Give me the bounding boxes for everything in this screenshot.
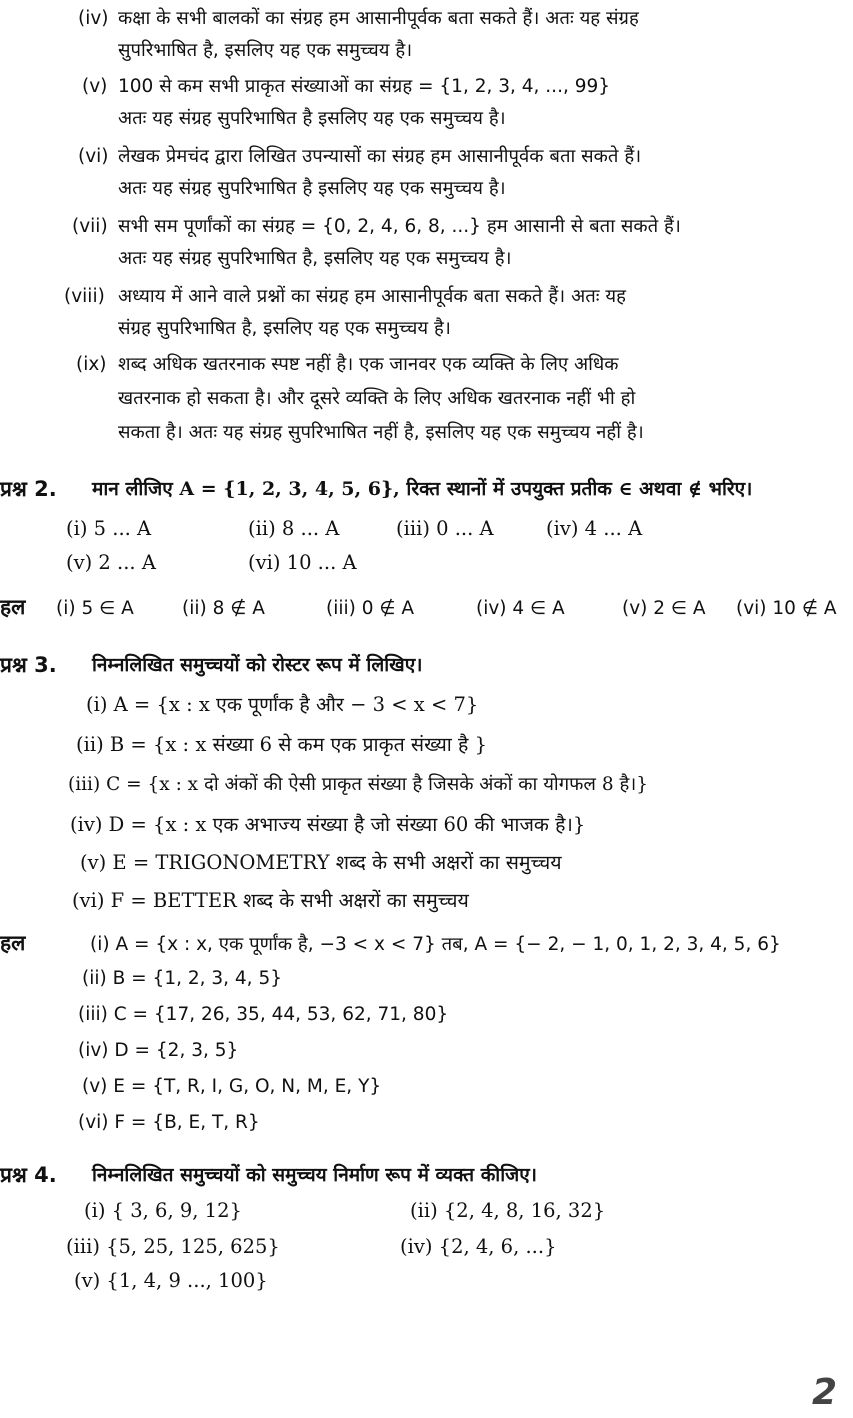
- item-v-num: (v): [82, 76, 108, 97]
- item-viii-num: (viii): [64, 286, 105, 307]
- item-viii-line2: संग्रह सुपरिभाषित है, इसलिए यह एक समुच्चय है।: [118, 318, 451, 339]
- q3-part-iv: (iv) D = {x : x एक अभाज्य संख्या है जो संख्या 60 की भाजक है।}: [70, 813, 586, 836]
- q2-text: मान लीजिए A = {1, 2, 3, 4, 5, 6}, रिक्त स्थानों में उपयुक्त प्रतीक ∈ अथवा ∉ भरिए।: [92, 478, 753, 500]
- q3-label: प्रश्न 3.: [0, 653, 57, 677]
- q3-text: निम्नलिखित समुच्चयों को रोस्टर रूप में लिखिए।: [92, 654, 423, 676]
- q2-part-vi: (vi) 10 ... A: [248, 551, 357, 574]
- q2-answer-i: (i) 5 ∈ A: [56, 598, 134, 619]
- page-number: 2: [811, 1372, 837, 1413]
- q2-part-ii: (ii) 8 ... A: [248, 517, 340, 540]
- q3-part-ii: (ii) B = {x : x संख्या 6 से कम एक प्राकृत संख्या है }: [76, 733, 487, 756]
- item-vii-line2: अतः यह संग्रह सुपरिभाषित है, इसलिए यह एक समुच्चय है।: [118, 248, 512, 269]
- q2-answer-ii: (ii) 8 ∉ A: [182, 598, 265, 619]
- item-vii-num: (vii): [72, 216, 108, 237]
- q4-text: निम्नलिखित समुच्चयों को समुच्चय निर्माण रूप में व्यक्त कीजिए।: [92, 1164, 537, 1186]
- q4-part-ii: (ii) {2, 4, 8, 16, 32}: [410, 1199, 606, 1222]
- q2-part-i: (i) 5 ... A: [66, 517, 152, 540]
- item-viii-line1: अध्याय में आने वाले प्रश्नों का संग्रह हम आसानीपूर्वक बता सकते हैं। अतः यह: [118, 286, 626, 307]
- q2-part-iv: (iv) 4 ... A: [546, 517, 643, 540]
- item-vii-line1: सभी सम पूर्णांकों का संग्रह = {0, 2, 4, 6, 8, ...} हम आसानी से बता सकते हैं।: [118, 216, 681, 237]
- q3-part-i: (i) A = {x : x एक पूर्णांक है और − 3 < x < 7}: [86, 693, 479, 716]
- q3-answer-ii: (ii) B = {1, 2, 3, 4, 5}: [82, 968, 282, 989]
- q3-answer-iii: (iii) C = {17, 26, 35, 44, 53, 62, 71, 80}: [78, 1004, 449, 1025]
- item-ix-line2: खतरनाक हो सकता है। और दूसरे व्यक्ति के लिए अधिक खतरनाक नहीं भी हो: [118, 388, 636, 409]
- item-vi-num: (vi): [78, 146, 109, 167]
- q3-part-iii: (iii) C = {x : x दो अंकों की ऐसी प्राकृत संख्या है जिसके अंकों का योगफल 8 है।}: [68, 774, 649, 795]
- q3-hal-label: हल: [0, 931, 26, 955]
- q3-part-vi: (vi) F = BETTER शब्द के सभी अक्षरों का समुच्चय: [72, 889, 469, 912]
- q3-answer-vi: (vi) F = {B, E, T, R}: [78, 1112, 260, 1133]
- q2-label: प्रश्न 2.: [0, 477, 57, 501]
- item-ix-num: (ix): [76, 354, 107, 375]
- item-vi-line1: लेखक प्रेमचंद द्वारा लिखित उपन्यासों का संग्रह हम आसानीपूर्वक बता सकते हैं।: [118, 146, 642, 167]
- q2-part-v: (v) 2 ... A: [66, 551, 156, 574]
- q3-answer-iv: (iv) D = {2, 3, 5}: [78, 1040, 239, 1061]
- item-iv-line2: सुपरिभाषित है, इसलिए यह एक समुच्चय है।: [118, 40, 413, 61]
- q2-answer-iii: (iii) 0 ∉ A: [326, 598, 415, 619]
- q2-part-iii: (iii) 0 ... A: [396, 517, 494, 540]
- q2-answer-iv: (iv) 4 ∈ A: [476, 598, 565, 619]
- q4-part-i: (i) { 3, 6, 9, 12}: [84, 1199, 242, 1222]
- q3-part-v: (v) E = TRIGONOMETRY शब्द के सभी अक्षरों का समुच्चय: [80, 851, 562, 874]
- item-ix-line3: सकता है। अतः यह संग्रह सुपरिभाषित नहीं है, इसलिए यह एक समुच्चय नहीं है।: [118, 422, 644, 443]
- item-iv-line1: कक्षा के सभी बालकों का संग्रह हम आसानीपूर्वक बता सकते हैं। अतः यह संग्रह: [118, 8, 639, 29]
- item-vi-line2: अतः यह संग्रह सुपरिभाषित है इसलिए यह एक समुच्चय है।: [118, 178, 506, 199]
- item-iv-num: (iv): [78, 8, 109, 29]
- q2-answer-vi: (vi) 10 ∉ A: [736, 598, 837, 619]
- item-v-line1: 100 से कम सभी प्राकृत संख्याओं का संग्रह = {1, 2, 3, 4, ..., 99}: [118, 76, 611, 97]
- q4-part-iii: (iii) {5, 25, 125, 625}: [66, 1235, 280, 1258]
- q4-label: प्रश्न 4.: [0, 1163, 57, 1187]
- item-ix-line1: शब्द अधिक खतरनाक स्पष्ट नहीं है। एक जानवर एक व्यक्ति के लिए अधिक: [118, 354, 619, 375]
- q4-part-v: (v) {1, 4, 9 ..., 100}: [74, 1269, 268, 1292]
- q3-answer-i: (i) A = {x : x, एक पूर्णांक है, −3 < x < 7} तब, A = {− 2, − 1, 0, 1, 2, 3, 4, 5, 6}: [90, 934, 781, 955]
- q3-answer-v: (v) E = {T, R, I, G, O, N, M, E, Y}: [82, 1076, 382, 1097]
- q2-hal-label: हल: [0, 595, 26, 619]
- q2-answer-v: (v) 2 ∈ A: [622, 598, 706, 619]
- item-v-line2: अतः यह संग्रह सुपरिभाषित है इसलिए यह एक समुच्चय है।: [118, 108, 506, 129]
- q4-part-iv: (iv) {2, 4, 6, ...}: [400, 1235, 557, 1258]
